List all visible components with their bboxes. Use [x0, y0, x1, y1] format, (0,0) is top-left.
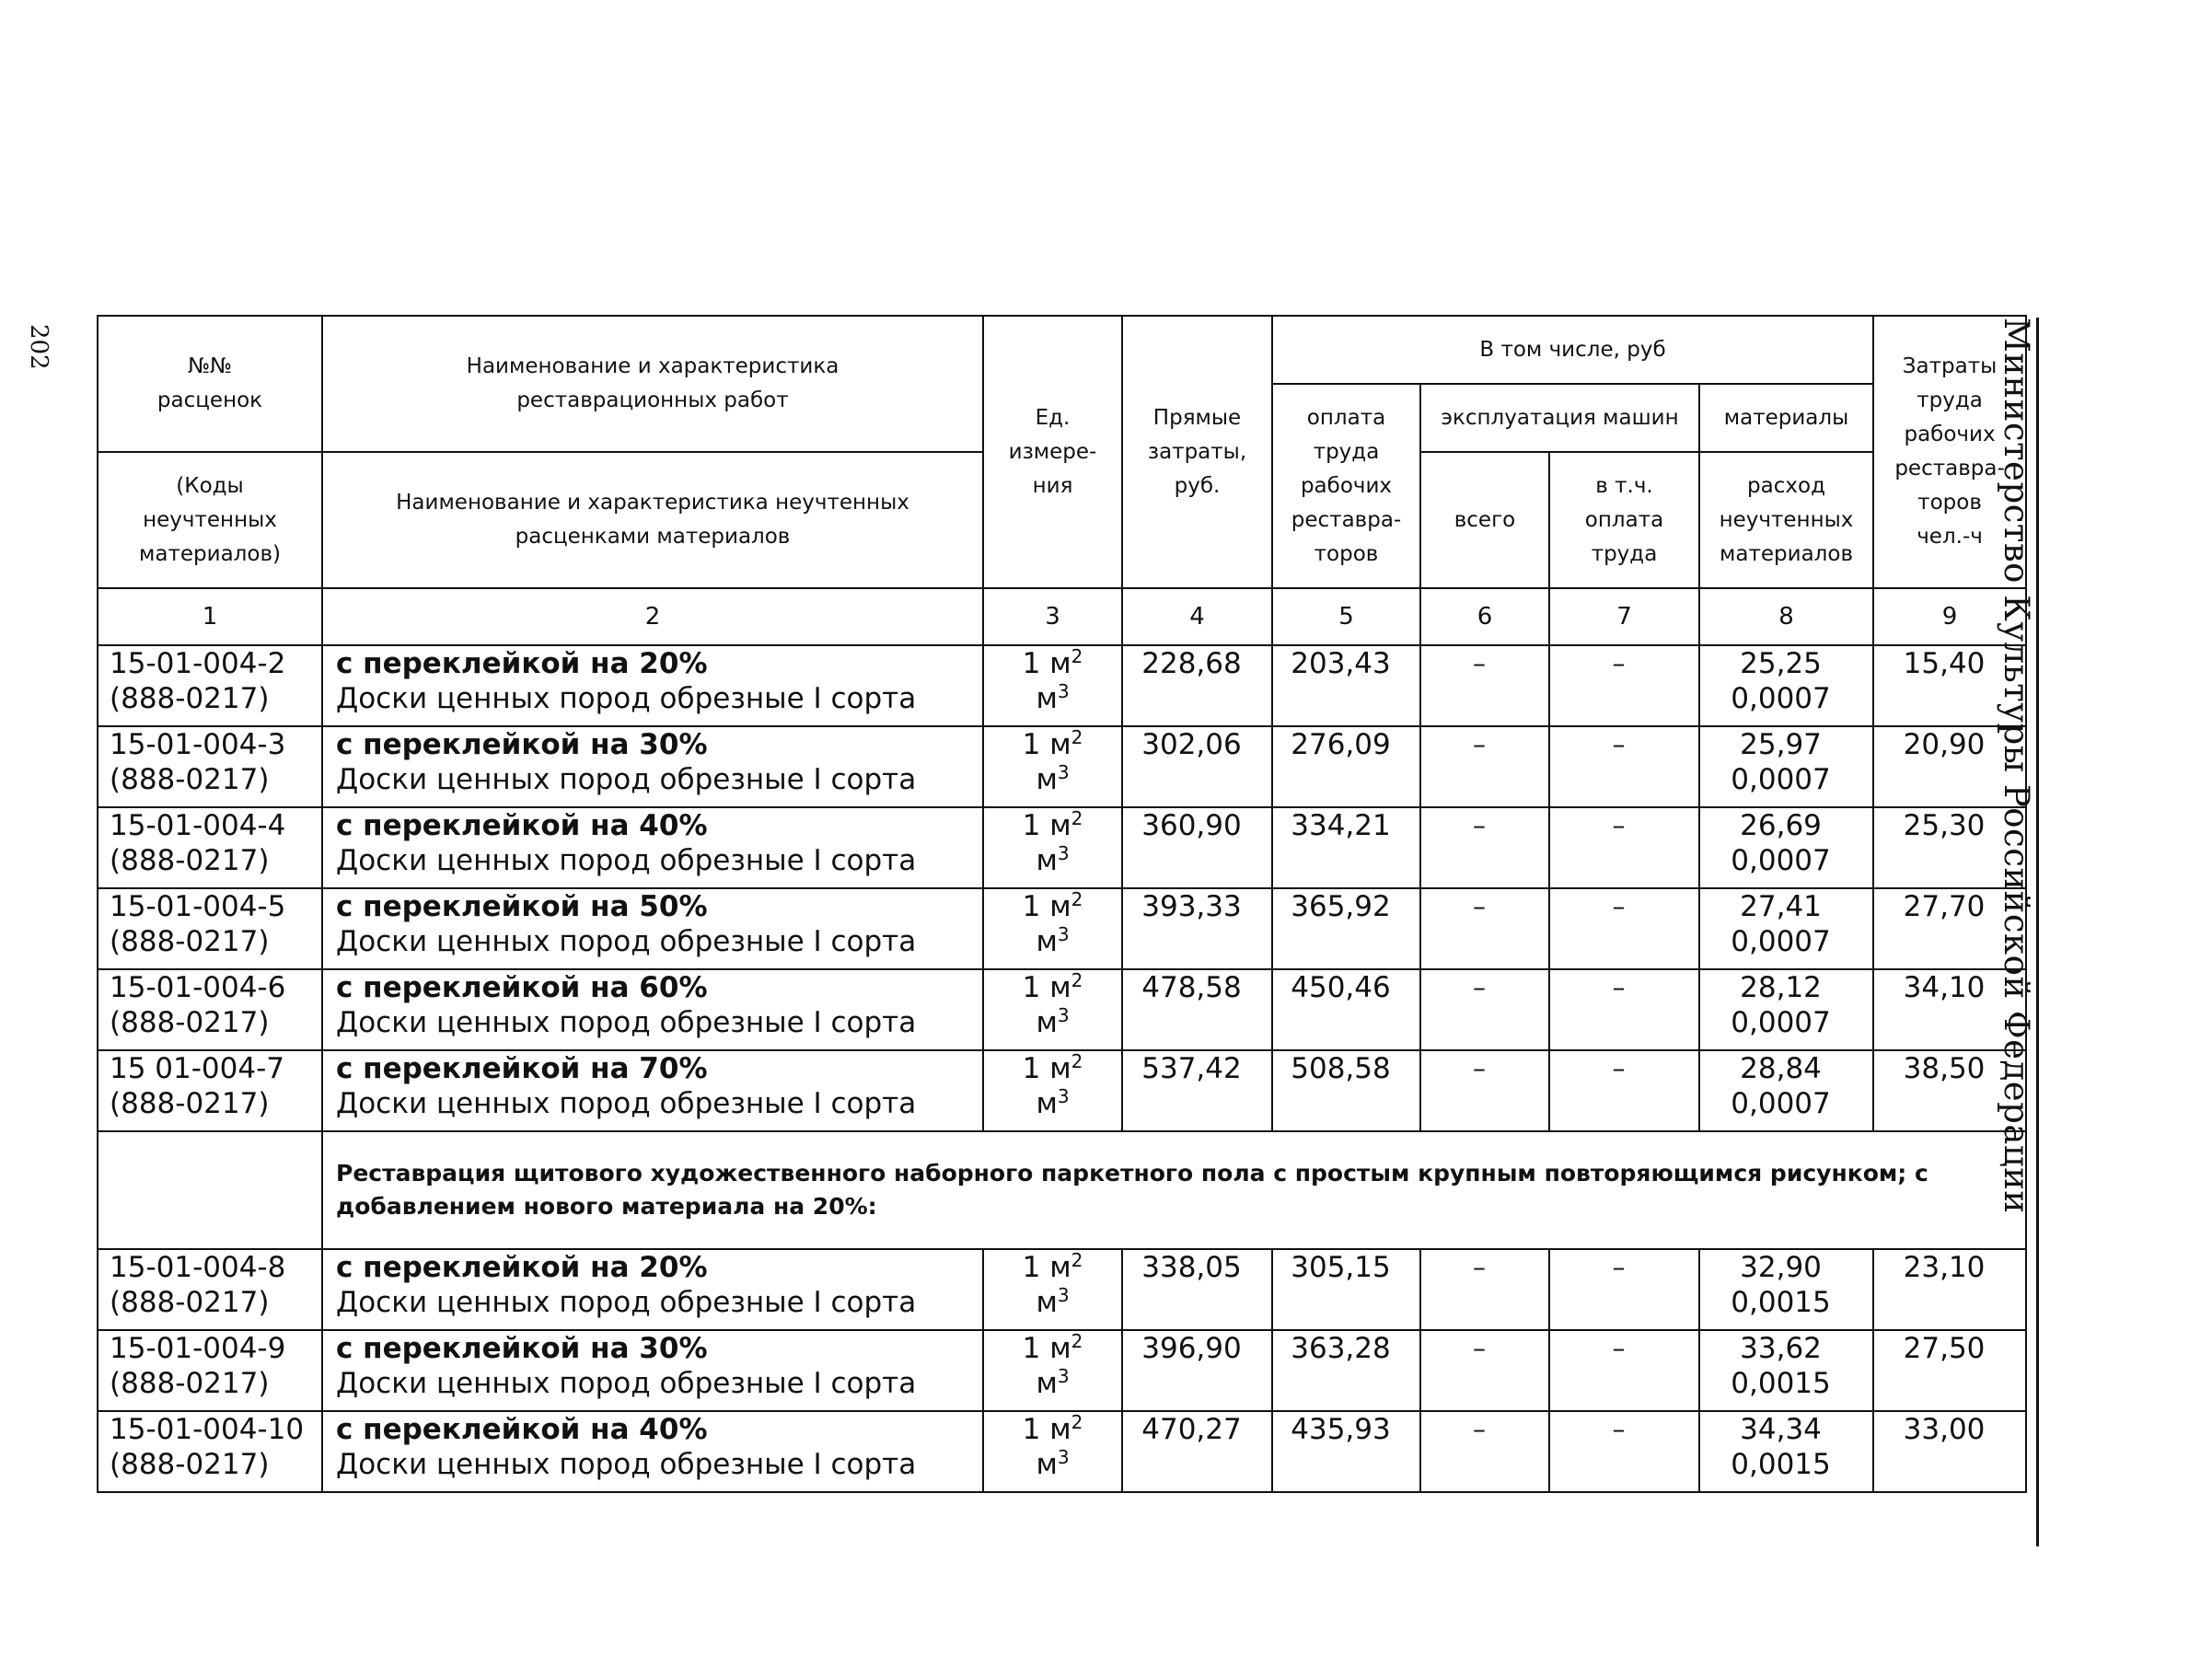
materials-use: 0,0007: [1731, 844, 1831, 877]
material-code: (888-0217): [110, 844, 270, 877]
machines-total: –: [1420, 726, 1549, 807]
unit-cell: [983, 888, 1122, 969]
unit-cell: [983, 1249, 1122, 1330]
unit-volume-exponent: 3: [1057, 842, 1070, 864]
material-code: (888-0217): [110, 1448, 270, 1481]
work-name: с переклейкой на 30%: [336, 1332, 708, 1365]
rate-code: 15 01-004-7: [110, 1052, 285, 1085]
rate-rows-group-2: [98, 1249, 2026, 1492]
column-number-row: [98, 588, 2026, 645]
labor-pay: 203,43: [1272, 645, 1420, 726]
unit-volume: м: [1036, 1367, 1058, 1400]
column-number: 8: [1699, 588, 1873, 645]
work-name: с переклейкой на 40%: [336, 809, 708, 842]
machines-labor: –: [1549, 645, 1699, 726]
labor-hours: 38,50: [1873, 1050, 2026, 1131]
materials-cell: [1699, 726, 1873, 807]
unit-cell: [983, 645, 1122, 726]
materials-use: 0,0015: [1731, 1367, 1831, 1400]
labor-pay: 334,21: [1272, 807, 1420, 888]
materials-cost: 34,34: [1740, 1413, 1822, 1446]
materials-cost: 28,84: [1740, 1052, 1822, 1085]
header-materials-use: расход неучтенных материалов: [1699, 452, 1873, 588]
header-labor-pay: оплата труда рабочих реставра- торов: [1272, 384, 1420, 588]
direct-costs: 338,05: [1122, 1249, 1272, 1330]
rate-code-cell: [98, 888, 322, 969]
material-name: Доски ценных пород обрезные I сорта: [336, 844, 917, 877]
materials-use: 0,0007: [1731, 763, 1831, 796]
unit-area: 1 м: [1022, 1332, 1071, 1365]
rate-code: 15-01-004-4: [110, 809, 286, 842]
header-unit: Ед. измере- ния: [983, 316, 1122, 588]
materials-use: 0,0007: [1731, 925, 1831, 958]
work-name: с переклейкой на 40%: [336, 1413, 708, 1446]
rate-rows-group-1: [98, 645, 2026, 1131]
header-machines: эксплуатация машин: [1420, 384, 1699, 452]
material-code: (888-0217): [110, 1087, 270, 1120]
materials-cost: 25,25: [1740, 647, 1822, 680]
labor-pay: 305,15: [1272, 1249, 1420, 1330]
unit-area: 1 м: [1022, 890, 1071, 923]
labor-hours: 27,70: [1873, 888, 2026, 969]
labor-pay: 450,46: [1272, 969, 1420, 1050]
unit-volume: м: [1036, 844, 1058, 877]
work-name: с переклейкой на 20%: [336, 1251, 708, 1284]
rate-code-cell: [98, 1330, 322, 1411]
unit-volume-exponent: 3: [1057, 1085, 1070, 1107]
header-machines-labor: в т.ч. оплата труда: [1549, 452, 1699, 588]
column-number: 3: [983, 588, 1122, 645]
unit-area: 1 м: [1022, 647, 1071, 680]
materials-cell: [1699, 1050, 1873, 1131]
machines-total: –: [1420, 969, 1549, 1050]
work-name-cell: [322, 1330, 983, 1411]
unit-area-exponent: 2: [1071, 1050, 1083, 1072]
rate-code: 15-01-004-10: [110, 1413, 305, 1446]
materials-cell: [1699, 807, 1873, 888]
unit-cell: [983, 726, 1122, 807]
direct-costs: 393,33: [1122, 888, 1272, 969]
unit-area-exponent: 2: [1071, 969, 1083, 991]
materials-cell: [1699, 1411, 1873, 1492]
labor-hours: 27,50: [1873, 1330, 2026, 1411]
unit-area-exponent: 2: [1071, 1249, 1083, 1271]
unit-area-exponent: 2: [1071, 1330, 1083, 1352]
direct-costs: 396,90: [1122, 1330, 1272, 1411]
material-name: Доски ценных пород обрезные I сорта: [336, 1286, 917, 1319]
materials-cost: 26,69: [1740, 809, 1822, 842]
machines-total: –: [1420, 807, 1549, 888]
work-name: с переклейкой на 60%: [336, 971, 708, 1004]
labor-pay: 365,92: [1272, 888, 1420, 969]
rate-code: 15-01-004-5: [110, 890, 286, 923]
work-name-cell: [322, 888, 983, 969]
rate-code-cell: [98, 969, 322, 1050]
labor-hours: 20,90: [1873, 726, 2026, 807]
unit-volume: м: [1036, 925, 1058, 958]
unit-area-exponent: 2: [1071, 726, 1083, 748]
side-divider: [2036, 318, 2039, 1546]
table-row: [98, 969, 2026, 1050]
rate-code-cell: [98, 645, 322, 726]
material-name: Доски ценных пород обрезные I сорта: [336, 763, 917, 796]
machines-total: –: [1420, 888, 1549, 969]
labor-hours: 25,30: [1873, 807, 2026, 888]
column-number: 4: [1122, 588, 1272, 645]
material-code: (888-0217): [110, 1006, 270, 1039]
unit-cell: [983, 969, 1122, 1050]
machines-total: –: [1420, 1330, 1549, 1411]
material-name: Доски ценных пород обрезные I сорта: [336, 1448, 917, 1481]
unit-cell: [983, 1411, 1122, 1492]
table-row: [98, 645, 2026, 726]
materials-use: 0,0007: [1731, 682, 1831, 715]
machines-labor: –: [1549, 1249, 1699, 1330]
unit-area-exponent: 2: [1071, 1411, 1083, 1433]
machines-labor: –: [1549, 1411, 1699, 1492]
work-name: с переклейкой на 50%: [336, 890, 708, 923]
work-name-cell: [322, 1411, 983, 1492]
column-number: 1: [98, 588, 322, 645]
machines-total: –: [1420, 1249, 1549, 1330]
table-row: [98, 1050, 2026, 1131]
machines-labor: –: [1549, 726, 1699, 807]
rate-code-cell: [98, 807, 322, 888]
labor-pay: 363,28: [1272, 1330, 1420, 1411]
header-labor-cost: Затраты труда рабочих реставра- торов чел.-ч: [1873, 316, 2026, 588]
direct-costs: 228,68: [1122, 645, 1272, 726]
unit-area-exponent: 2: [1071, 888, 1083, 910]
material-code: (888-0217): [110, 1286, 270, 1319]
rate-code-cell: [98, 1411, 322, 1492]
unit-volume-exponent: 3: [1057, 761, 1070, 783]
machines-labor: –: [1549, 888, 1699, 969]
work-name: с переклейкой на 20%: [336, 647, 708, 680]
labor-hours: 33,00: [1873, 1411, 2026, 1492]
side-title: Министерство Культуры Российской Федерации: [1997, 318, 2036, 1214]
material-code: (888-0217): [110, 682, 270, 715]
direct-costs: 470,27: [1122, 1411, 1272, 1492]
materials-use: 0,0007: [1731, 1087, 1831, 1120]
unit-volume: м: [1036, 1087, 1058, 1120]
direct-costs: 360,90: [1122, 807, 1272, 888]
unit-volume-exponent: 3: [1057, 1004, 1070, 1026]
materials-cost: 32,90: [1740, 1251, 1822, 1284]
work-name-cell: [322, 726, 983, 807]
column-number: 7: [1549, 588, 1699, 645]
header-rate-number: №№ расценок: [98, 316, 322, 452]
unit-area: 1 м: [1022, 1251, 1071, 1284]
table-row: [98, 1249, 2026, 1330]
work-name-cell: [322, 1249, 983, 1330]
materials-use: 0,0015: [1731, 1448, 1831, 1481]
work-name: с переклейкой на 30%: [336, 728, 708, 761]
machines-labor: –: [1549, 1050, 1699, 1131]
unit-volume: м: [1036, 1448, 1058, 1481]
direct-costs: 302,06: [1122, 726, 1272, 807]
materials-cell: [1699, 888, 1873, 969]
material-name: Доски ценных пород обрезные I сорта: [336, 682, 917, 715]
labor-pay: 508,58: [1272, 1050, 1420, 1131]
unit-volume: м: [1036, 682, 1058, 715]
table-row: [98, 1330, 2026, 1411]
materials-cost: 27,41: [1740, 890, 1822, 923]
material-name: Доски ценных пород обрезные I сорта: [336, 1367, 917, 1400]
unit-area: 1 м: [1022, 971, 1071, 1004]
header-materials: материалы: [1699, 384, 1873, 452]
rate-code: 15-01-004-3: [110, 728, 286, 761]
work-name: с переклейкой на 70%: [336, 1052, 708, 1085]
unit-area: 1 м: [1022, 809, 1071, 842]
unit-area-exponent: 2: [1071, 807, 1083, 829]
header-machines-total: всего: [1420, 452, 1549, 588]
labor-pay: 276,09: [1272, 726, 1420, 807]
unit-area-exponent: 2: [1071, 645, 1083, 667]
materials-cost: 25,97: [1740, 728, 1822, 761]
material-name: Доски ценных пород обрезные I сорта: [336, 1087, 917, 1120]
materials-cell: [1699, 645, 1873, 726]
unit-volume-exponent: 3: [1057, 680, 1070, 702]
material-name: Доски ценных пород обрезные I сорта: [336, 1006, 917, 1039]
materials-cell: [1699, 1249, 1873, 1330]
material-code: (888-0217): [110, 925, 270, 958]
rates-table: [97, 315, 2027, 1493]
column-number: 6: [1420, 588, 1549, 645]
machines-labor: –: [1549, 969, 1699, 1050]
unit-area: 1 м: [1022, 728, 1071, 761]
materials-use: 0,0007: [1731, 1006, 1831, 1039]
section-empty-cell: [98, 1131, 322, 1249]
column-number: 9: [1873, 588, 2026, 645]
machines-total: –: [1420, 1411, 1549, 1492]
material-code: (888-0217): [110, 1367, 270, 1400]
unit-area: 1 м: [1022, 1413, 1071, 1446]
rate-code-cell: [98, 726, 322, 807]
table-row: [98, 726, 2026, 807]
rate-code: 15-01-004-9: [110, 1332, 286, 1365]
labor-hours: 34,10: [1873, 969, 2026, 1050]
unit-volume-exponent: 3: [1057, 1284, 1070, 1306]
table-row: [98, 807, 2026, 888]
rate-code-cell: [98, 1249, 322, 1330]
rate-code: 15-01-004-6: [110, 971, 286, 1004]
unit-volume-exponent: 3: [1057, 1446, 1070, 1468]
material-code: (888-0217): [110, 763, 270, 796]
unit-cell: [983, 1050, 1122, 1131]
labor-hours: 23,10: [1873, 1249, 2026, 1330]
work-name-cell: [322, 969, 983, 1050]
materials-use: 0,0015: [1731, 1286, 1831, 1319]
header-material-names: Наименование и характеристика неучтенных расценками материалов: [322, 452, 983, 588]
unit-volume-exponent: 3: [1057, 923, 1070, 945]
machines-total: –: [1420, 645, 1549, 726]
unit-cell: [983, 807, 1122, 888]
unit-volume: м: [1036, 763, 1058, 796]
unit-area: 1 м: [1022, 1052, 1071, 1085]
direct-costs: 478,58: [1122, 969, 1272, 1050]
direct-costs: 537,42: [1122, 1050, 1272, 1131]
section-title: Реставрация щитового художественного наборного паркетного пола с простым крупным повторяющимся рисунком; с добавлением нового материала на 20%:: [322, 1131, 2026, 1249]
column-number: 2: [322, 588, 983, 645]
machines-labor: –: [1549, 1330, 1699, 1411]
work-name-cell: [322, 1050, 983, 1131]
header-including: В том числе, руб: [1272, 316, 1873, 384]
unit-cell: [983, 1330, 1122, 1411]
page-number: 202: [25, 324, 52, 370]
material-name: Доски ценных пород обрезные I сорта: [336, 925, 917, 958]
rate-code: 15-01-004-8: [110, 1251, 286, 1284]
work-name-cell: [322, 645, 983, 726]
section-row: [98, 1131, 2026, 1249]
header-work-name: Наименование и характеристика реставрационных работ: [322, 316, 983, 452]
table-row: [98, 1411, 2026, 1492]
materials-cell: [1699, 969, 1873, 1050]
rate-code: 15-01-004-2: [110, 647, 286, 680]
column-number: 5: [1272, 588, 1420, 645]
header-material-codes: (Коды неучтенных материалов): [98, 452, 322, 588]
machines-labor: –: [1549, 807, 1699, 888]
materials-cell: [1699, 1330, 1873, 1411]
table-row: [98, 888, 2026, 969]
unit-volume: м: [1036, 1006, 1058, 1039]
rate-code-cell: [98, 1050, 322, 1131]
materials-cost: 33,62: [1740, 1332, 1822, 1365]
header-direct-costs: Прямые затраты, руб.: [1122, 316, 1272, 588]
machines-total: –: [1420, 1050, 1549, 1131]
materials-cost: 28,12: [1740, 971, 1822, 1004]
unit-volume: м: [1036, 1286, 1058, 1319]
work-name-cell: [322, 807, 983, 888]
unit-volume-exponent: 3: [1057, 1365, 1070, 1387]
labor-pay: 435,93: [1272, 1411, 1420, 1492]
labor-hours: 15,40: [1873, 645, 2026, 726]
